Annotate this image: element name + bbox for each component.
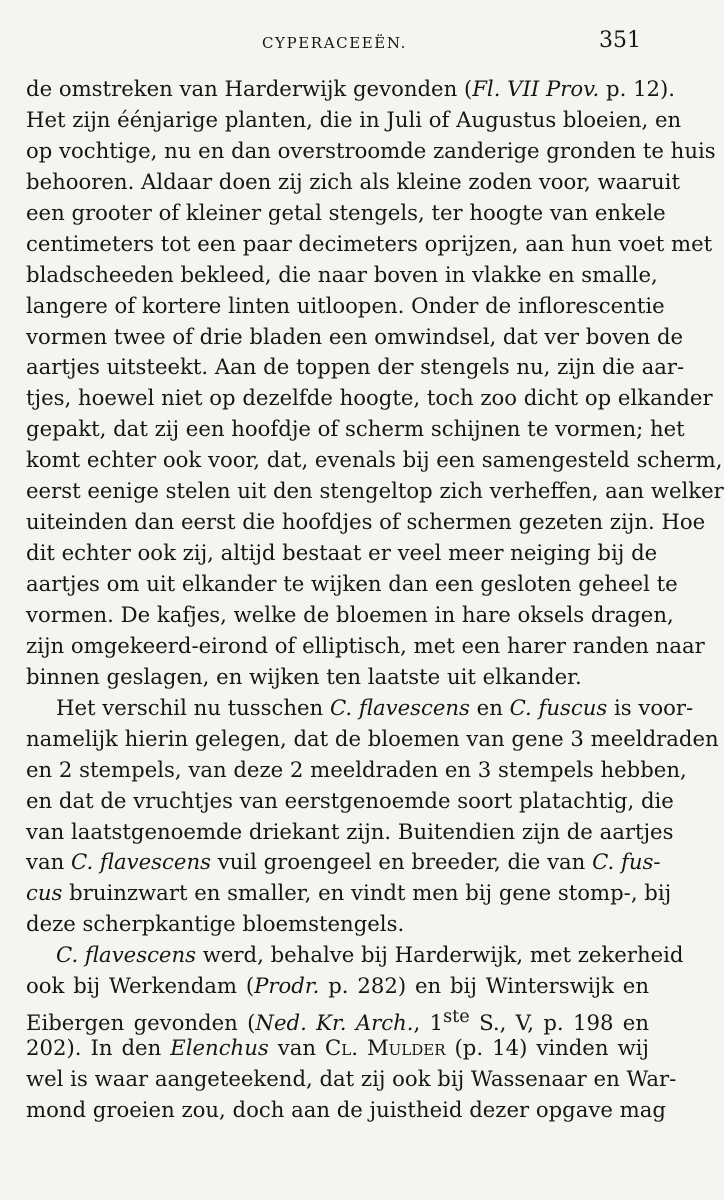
text-segment: centimeters tot een paar decimeters oprijzen, aan hun voet met [26,230,713,256]
text-segment: ook bij Werkendam ( [26,973,255,999]
text-line [26,507,706,538]
italic-text: C. fuscus [509,694,608,720]
text-segment: van laatstgenoemde driekant zijn. Buitendien zijn de aartjes [26,818,674,844]
italic-text: C. flavescens [329,694,470,720]
text-segment: p. 12). [599,76,676,101]
italic-text: Ned. Kr. Arch. [255,1010,414,1036]
text-line [26,198,666,229]
superscript-text: ste [443,1007,470,1028]
text-segment: en 2 stempels, van deze 2 meeldraden en 3 stempels hebben, [26,756,687,782]
text-line [26,755,687,786]
text-segment: wel is waar aangeteekend, dat zij ook bij Wassenaar en War- [26,1066,677,1091]
text-segment: Eibergen gevonden ( [26,1010,256,1036]
text-segment: dit echter ook zij, altijd bestaat er veel meer neiging bij de [26,540,658,566]
text-line [26,167,680,198]
text-segment: deze scherpkantige bloemstengels. [26,911,405,937]
text-segment: behooren. Aldaar doen zij zich als kleine zoden voor, waaruit [26,168,680,194]
italic-text: Prodr. [254,973,320,999]
text-segment: , 1 [413,1010,444,1036]
text-segment: op vochtige, nu en dan overstroomde zanderige gronden te huis [26,137,716,163]
text-line [26,136,716,167]
text-segment: gepakt, dat zij een hoofdje of scherm schijnen te vormen; het [26,416,685,442]
text-segment: eerst eenige stelen uit den stengeltop zich verheffen, aan welker [26,478,724,504]
text-line [26,724,719,755]
text-line [26,971,649,1002]
text-line [26,74,676,105]
text-segment: 202). In den [26,1035,171,1061]
text-line [26,229,713,260]
small-caps-text: Cl. Mulder [325,1035,446,1061]
text-line [26,909,649,940]
text-segment: aartjes uitsteekt. Aan de toppen der stengels nu, zijn die aar- [26,354,685,380]
text-segment: p. 282) en bij Winterswijk en [319,973,649,999]
text-line [26,693,694,724]
text-segment: langere of kortere linten uitloopen. Onder de inflorescentie [26,292,665,318]
running-head [0,28,669,58]
text-line [26,322,684,353]
italic-text: C. fus- [592,849,661,875]
text-segment: tjes, hoewel niet op dezelfde hoogte, toch zoo dicht op elkander [26,385,713,411]
page-number: 351 [599,28,641,53]
text-segment: en [469,694,510,720]
text-segment: S., V, p. 198 en [469,1010,649,1036]
text-segment: binnen geslagen, en wijken ten laatste uit elkander. [26,663,582,689]
text-line [26,105,682,136]
text-line [26,1002,649,1036]
text-segment: werd, behalve bij Harderwijk, met zekerheid [196,942,684,968]
text-segment: aartjes om uit elkander te wijken dan een gesloten geheel te [26,571,678,596]
italic-text: Elenchus [170,1035,269,1061]
text-line [26,786,674,817]
text-segment: bruinzwart en smaller, en vindt men bij gene stomp-, bij [62,880,672,906]
text-line [26,383,713,414]
italic-text: C. flavescens [70,849,211,875]
text-segment: de omstreken van Harderwijk gevonden ( [26,76,473,101]
body-text [26,74,724,1126]
text-segment: (p. 14) vinden wij [445,1035,649,1061]
text-line [26,352,685,383]
text-line [26,878,672,909]
text-line [26,662,649,693]
italic-text: cus [26,880,63,906]
text-segment: vuil groengeel en breeder, die van [210,849,593,875]
italic-text: Fl. VII Prov. [472,76,600,101]
text-line [26,569,678,600]
text-segment: komt echter ook voor, dat, evenals bij een samengesteld scherm, [26,447,723,473]
text-line [26,817,674,848]
running-title: CYPERACEEËN. [261,34,407,52]
italic-text: C. flavescens [56,942,196,968]
text-segment: Het zijn éénjarige planten, die in Juli of Augustus bloeien, en [26,106,682,132]
text-line [26,260,658,291]
text-line [26,476,724,507]
text-segment: vormen. De kafjes, welke de bloemen in hare oksels dragen, [26,601,674,627]
text-line [26,291,665,322]
text-line [26,940,684,971]
text-segment: uiteinden dan eerst die hoofdjes of schermen gezeten zijn. Hoe [26,509,706,535]
text-segment: zijn omgekeerd-eirond of elliptisch, met een harer randen naar [26,632,705,658]
text-segment: Het verschil nu tusschen [56,694,330,720]
text-line [26,847,661,878]
text-line [26,1064,677,1095]
text-segment: een grooter of kleiner getal stengels, ter hoogte van enkele [26,199,666,225]
text-segment: bladscheeden bekleed, die naar boven in vlakke en smalle, [26,261,658,287]
text-segment: van [268,1035,326,1061]
text-line [26,538,658,569]
text-line [26,414,685,445]
text-segment: namelijk hierin gelegen, dat de bloemen van gene 3 meeldraden [26,725,719,751]
text-segment: en dat de vruchtjes van eerstgenoemde soort platachtig, die [26,787,674,813]
text-line [26,445,723,476]
text-line [26,1033,649,1064]
text-segment: vormen twee of drie bladen een omwindsel, dat ver boven de [26,323,684,349]
text-line [26,600,674,631]
text-segment: mond groeien zou, doch aan de juistheid dezer opgave mag [26,1096,666,1122]
text-line [26,1095,666,1126]
text-segment: van [26,849,71,875]
text-segment: is voor- [607,694,694,720]
text-line [26,631,705,662]
